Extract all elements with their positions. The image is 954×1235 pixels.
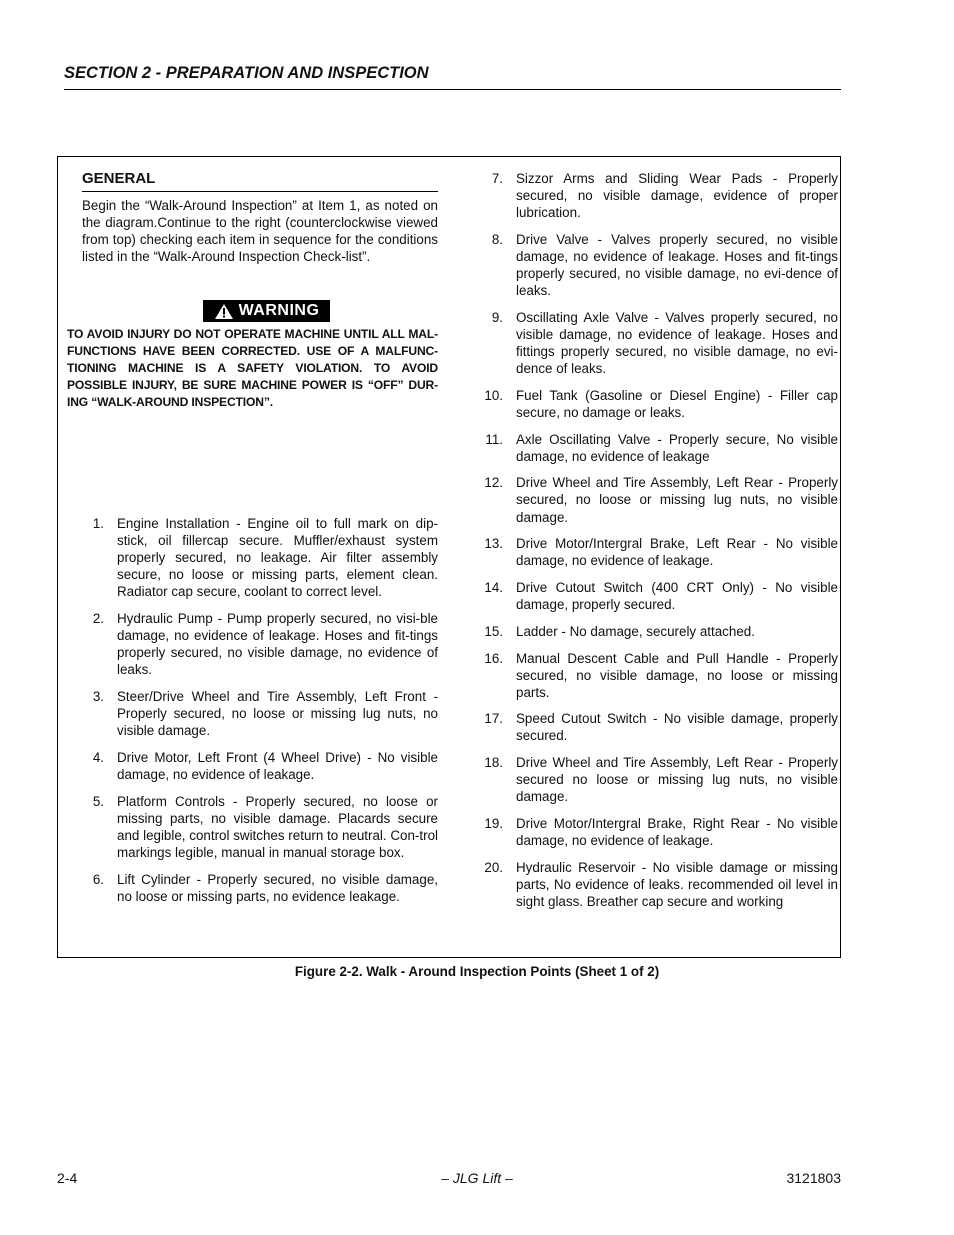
item-number: 3. bbox=[92, 689, 104, 705]
item-number: 11. bbox=[485, 431, 503, 447]
list-item bbox=[481, 859, 838, 910]
item-text: Drive Cutout Switch (400 CRT Only) - No visible damage, properly secured. bbox=[516, 580, 838, 613]
list-item bbox=[82, 871, 438, 905]
document-number: 3121803 bbox=[786, 1170, 841, 1186]
item-text: Hydraulic Pump - Pump properly secured, no visi-ble damage, no evidence of leakage. Hoses and fit-tings properly secured, no visible damage, no evidence of leaks. bbox=[117, 611, 438, 678]
item-number: 20. bbox=[484, 859, 503, 875]
warning-text: TO AVOID INJURY DO NOT OPERATE MACHINE UNTIL ALL MAL-FUNCTIONS HAVE BEEN CORRECTED. USE OF A MALFUNC-TIONING MACHINE IS A SAFETY VIOLATION. TO AVOID POSSIBLE INJURY, BE SURE MACHINE POWER IS “OFF” DUR-ING “WALK-AROUND INSPECTION”. bbox=[67, 327, 438, 410]
general-paragraph: Begin the “Walk-Around Inspection” at Item 1, as noted on the diagram.Continue to the right (counterclockwise viewed from top) checking each item in sequence for the conditions listed in the “Walk-Around Inspection Check-list”. bbox=[82, 198, 438, 264]
item-text: Axle Oscillating Valve - Properly secure, No visible damage, no evidence of leakage bbox=[516, 431, 838, 464]
inspection-list-right bbox=[481, 170, 838, 920]
item-text: Fuel Tank (Gasoline or Diesel Engine) - Filler cap secure, no damage or leaks. bbox=[516, 387, 838, 420]
item-text: Sizzor Arms and Sliding Wear Pads - Properly secured, no visible damage, evidence of proper lubrication. bbox=[516, 171, 838, 221]
list-item bbox=[481, 650, 838, 701]
item-number: 7. bbox=[491, 171, 503, 186]
list-item bbox=[481, 754, 838, 805]
list-item bbox=[481, 231, 838, 299]
item-number: 18. bbox=[484, 755, 503, 771]
footer-brand: – JLG Lift – bbox=[441, 1170, 513, 1186]
list-item bbox=[481, 387, 838, 421]
list-item bbox=[481, 815, 838, 849]
item-number: 2. bbox=[92, 611, 104, 627]
page-number: 2-4 bbox=[57, 1170, 78, 1186]
item-number: 17. bbox=[484, 711, 503, 727]
figure-caption: Figure 2-2. Walk - Around Inspection Points (Sheet 1 of 2) bbox=[294, 964, 660, 979]
item-number: 8. bbox=[491, 231, 503, 247]
inspection-list-left bbox=[82, 515, 438, 914]
item-number: 14. bbox=[484, 580, 503, 596]
list-item bbox=[82, 793, 438, 861]
list-item bbox=[481, 579, 838, 613]
list-item bbox=[82, 515, 438, 600]
item-number: 19. bbox=[484, 816, 503, 832]
item-text: Drive Motor/Intergral Brake, Left Rear - No visible damage, no evidence of leakage. bbox=[516, 536, 838, 569]
item-text: Steer/Drive Wheel and Tire Assembly, Left Front - Properly secured, no loose or missing lug nuts, no visible damage. bbox=[117, 689, 438, 739]
general-heading: GENERAL bbox=[82, 170, 438, 192]
item-text: Drive Motor, Left Front (4 Wheel Drive) - No visible damage, no evidence of leakage. bbox=[117, 749, 438, 782]
list-item bbox=[481, 431, 838, 465]
list-item bbox=[481, 170, 838, 221]
item-number: 5. bbox=[92, 793, 104, 809]
item-number: 1. bbox=[92, 516, 104, 531]
item-text: Manual Descent Cable and Pull Handle - Properly secured, no visible damage, no loose or missing parts. bbox=[516, 650, 838, 700]
warning-label: WARNING bbox=[238, 302, 320, 319]
list-item bbox=[82, 610, 438, 678]
section-title: SECTION 2 - PREPARATION AND INSPECTION bbox=[64, 64, 841, 90]
list-item bbox=[481, 710, 838, 744]
item-number: 9. bbox=[491, 309, 503, 325]
list-item bbox=[481, 309, 838, 377]
list-item bbox=[82, 749, 438, 783]
item-text: Platform Controls - Properly secured, no loose or missing parts, no visible damage. Placards secure and legible, control switches return to neutral. Con-trol markings legible, manual in manual storage box. bbox=[117, 793, 438, 860]
item-number: 4. bbox=[92, 749, 104, 765]
item-text: Drive Motor/Intergral Brake, Right Rear - No visible damage, no evidence of leakage. bbox=[516, 816, 838, 849]
list-item bbox=[481, 623, 838, 640]
item-number: 10. bbox=[484, 387, 503, 403]
item-number: 15. bbox=[484, 623, 503, 639]
item-text: Lift Cylinder - Properly secured, no visible damage, no loose or missing parts, no evidence leakage. bbox=[117, 871, 438, 904]
item-number: 12. bbox=[484, 475, 503, 491]
item-text: Oscillating Axle Valve - Valves properly secured, no visible damage, no evidence of leakage. Hoses and fittings properly secured, no visible damage, no evi-dence of leaks. bbox=[516, 309, 838, 377]
list-item bbox=[481, 535, 838, 569]
item-text: Drive Wheel and Tire Assembly, Left Rear - Properly secured, no loose or missing lug nuts, no visible damage. bbox=[516, 475, 838, 525]
item-text: Drive Wheel and Tire Assembly, Left Rear - Properly secured no loose or missing lug nuts, no visible damage. bbox=[516, 755, 838, 805]
list-item bbox=[481, 474, 838, 525]
warning-triangle-icon bbox=[214, 303, 234, 320]
item-text: Hydraulic Reservoir - No visible damage or missing parts, No evidence of leaks. recommended oil level in sight glass. Breather cap secure and working bbox=[516, 859, 838, 909]
item-number: 6. bbox=[92, 871, 104, 887]
list-item bbox=[82, 688, 438, 739]
item-text: Ladder - No damage, securely attached. bbox=[516, 623, 755, 639]
item-number: 16. bbox=[484, 650, 503, 666]
item-number: 13. bbox=[484, 536, 503, 552]
item-text: Speed Cutout Switch - No visible damage, properly secured. bbox=[516, 711, 838, 744]
item-text: Drive Valve - Valves properly secured, no visible damage, no evidence of leakage. Hoses and fit-tings properly secured, no visible damage, no evi-dence of leaks. bbox=[516, 231, 838, 299]
item-text: Engine Installation - Engine oil to full mark on dip-stick, oil fillercap secure. Muffler/exhaust system properly secured, no leakage. Air filter assembly secure, no loose or missing parts, element clean. Radiator cap secure, coolant to correct level. bbox=[117, 516, 438, 600]
warning-badge bbox=[203, 300, 330, 322]
